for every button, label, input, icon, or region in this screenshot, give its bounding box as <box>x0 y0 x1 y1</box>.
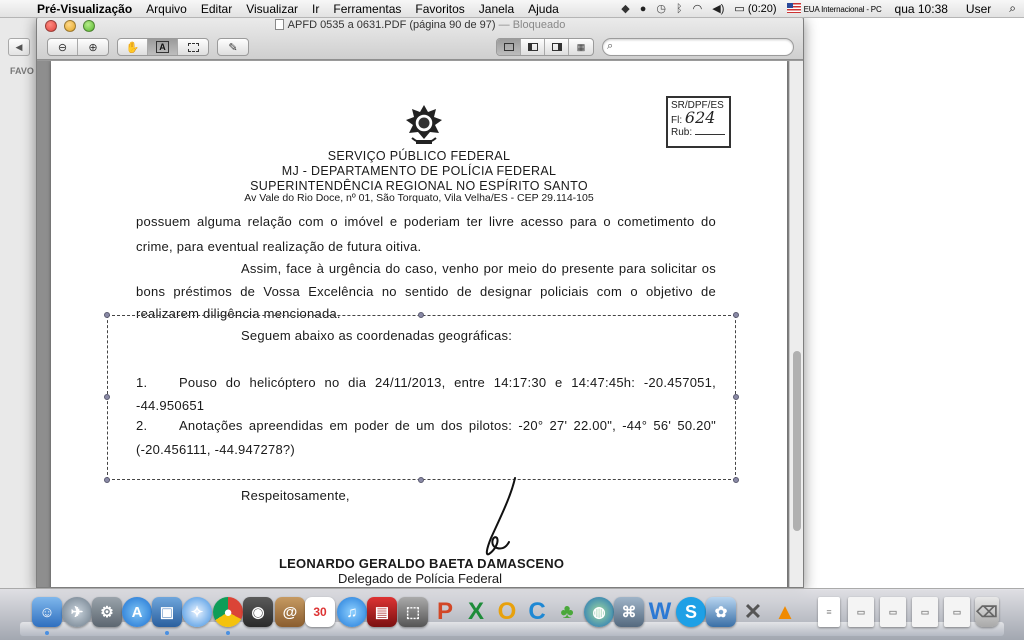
item1-line2: -44.950651 <box>136 398 205 413</box>
paragraph2-line1: Assim, face à urgência do caso, venho por meio do presente para solicitar os <box>241 261 716 276</box>
launchpad-icon[interactable]: ✈ <box>62 597 92 627</box>
handwritten-signature <box>471 476 541 566</box>
battery-time: (0:20) <box>747 3 777 15</box>
folio-stamp <box>666 96 731 148</box>
menu-app-name[interactable]: Pré-Visualização <box>37 1 133 16</box>
selection-handle-bottom-left[interactable] <box>104 477 110 483</box>
wifi-icon[interactable]: ◠ <box>692 3 703 15</box>
sidebar-favorites-label: FAVO <box>10 66 34 76</box>
view-single-page-button[interactable] <box>497 39 521 55</box>
tool-controls <box>117 38 209 56</box>
us-flag-icon <box>787 3 801 13</box>
trash-icon[interactable]: ⌫ <box>975 597 999 627</box>
selection-handle-right[interactable] <box>733 394 739 400</box>
signer-name: LEONARDO GERALDO BAETA DAMASCENO <box>279 556 565 571</box>
item1-line1: Pouso do helicóptero no dia 24/11/2013, entre 14:17:30 e 14:47:45h: -20.457051, <box>179 375 716 390</box>
word-icon[interactable]: W <box>648 598 672 625</box>
menu-arquivo[interactable]: Arquivo <box>146 1 187 16</box>
selection-handle-top[interactable] <box>418 312 424 318</box>
dock <box>0 588 1024 640</box>
paragraph1-line2: crime, para eventual realização de futura oitiva. <box>136 239 422 254</box>
globe-icon[interactable]: ◍ <box>584 597 614 627</box>
input-source-menu[interactable] <box>782 3 887 15</box>
photo-viewer-icon[interactable]: ⬚ <box>398 597 428 627</box>
safari-icon[interactable]: ✧ <box>182 597 212 627</box>
running-indicator <box>226 631 230 635</box>
view-thumbnails-button[interactable] <box>545 39 569 55</box>
evernote-icon[interactable]: ● <box>639 2 647 15</box>
window-thumbnail-icon[interactable]: ▭ <box>944 597 970 627</box>
input-source-label: EUA Internacional - PC <box>803 4 882 14</box>
finder-icon[interactable]: ☺ <box>32 597 62 627</box>
signer-title: Delegado de Polícia Federal <box>338 571 503 586</box>
time-machine-icon[interactable]: ◷ <box>656 3 667 15</box>
network-icon[interactable]: ⌘ <box>614 597 644 627</box>
background-window <box>0 18 40 588</box>
window-thumbnail-icon[interactable]: ▭ <box>848 597 874 627</box>
menu-visualizar[interactable]: Visualizar <box>246 1 299 16</box>
pencil-icon: ✎ <box>228 41 238 54</box>
selection-handle-bottom[interactable] <box>418 477 424 483</box>
selection-rectangle[interactable] <box>107 315 736 480</box>
stamp-rub-label: Rub: <box>671 127 693 138</box>
skype-icon[interactable]: S <box>676 597 706 627</box>
item2-line1: Anotações apreendidas em poder de um dos pilotos: -20° 27' 22.00", -44° 56' 50.20" <box>179 418 716 433</box>
chevron-left-icon: ◀ <box>15 42 23 52</box>
chrome-icon[interactable]: ● <box>213 597 243 627</box>
facetime-icon[interactable]: ◉ <box>243 597 273 627</box>
stamp-office: SR/DPF/ES <box>671 100 724 111</box>
single-page-icon <box>504 43 514 51</box>
scrollbar-thumb[interactable] <box>793 351 801 531</box>
menu-bar <box>0 0 1024 18</box>
tools-icon[interactable]: ✕ <box>743 599 763 624</box>
title-bar <box>37 16 803 60</box>
rect-select-tool-button[interactable] <box>178 39 208 55</box>
window-thumbnail-icon[interactable]: ▭ <box>912 597 938 627</box>
pdf-document-icon <box>275 19 284 30</box>
window-title <box>37 19 803 31</box>
annotate-button[interactable] <box>218 39 248 55</box>
coords-intro: Seguem abaixo as coordenadas geográficas: <box>241 328 513 343</box>
marquee-icon <box>188 43 199 52</box>
itunes-icon[interactable]: ♫ <box>337 597 367 627</box>
zoom-in-icon: ⊕ <box>88 41 98 54</box>
dropbox-icon[interactable]: ◆ <box>621 3 630 15</box>
volume-icon[interactable]: ◀) <box>712 3 725 15</box>
search-icon: ⌕ <box>607 40 614 52</box>
contacts-icon[interactable]: @ <box>275 597 305 627</box>
document-area[interactable] <box>37 61 789 588</box>
annotate-controls <box>217 38 249 56</box>
item1-number: 1. <box>136 375 148 390</box>
menu-ferramentas[interactable]: Ferramentas <box>333 1 402 16</box>
vertical-scrollbar[interactable] <box>789 61 804 588</box>
item2-number: 2. <box>136 418 148 433</box>
document-icon[interactable]: ≡ <box>818 597 840 627</box>
iphoto-icon[interactable]: ✿ <box>706 597 736 627</box>
excel-icon[interactable]: X <box>467 598 484 625</box>
zoom-out-button[interactable] <box>48 39 78 55</box>
lync-icon[interactable]: C <box>528 598 546 625</box>
menu-ir[interactable]: Ir <box>312 1 320 16</box>
outlook-icon[interactable]: O <box>497 598 517 625</box>
brazil-coat-of-arms-icon <box>404 104 444 148</box>
move-tool-button[interactable] <box>118 39 148 55</box>
messenger-icon[interactable]: ♣ <box>560 600 574 623</box>
calendar-icon[interactable]: 30 <box>305 597 335 627</box>
stamp-fl-value: 624 <box>684 108 716 127</box>
paragraph1-line1: possuem alguma relação com o imóvel e poderiam ter livre acesso para o cometimento do <box>136 214 716 229</box>
preview-icon[interactable]: ▣ <box>152 597 182 627</box>
vlc-icon[interactable]: ▲ <box>774 599 796 624</box>
zoom-in-button[interactable] <box>78 39 108 55</box>
menu-janela[interactable]: Janela <box>478 1 515 16</box>
paragraph2-line2: bons préstimos de Vossa Excelência no sentido de designar policiais com o objetivo de <box>136 284 716 299</box>
menu-favoritos[interactable]: Favoritos <box>415 1 465 16</box>
zoom-out-icon: ⊖ <box>57 41 68 54</box>
system-preferences-icon[interactable]: ⚙ <box>92 597 122 627</box>
thumbnails-icon <box>552 43 562 51</box>
menu-editar[interactable]: Editar <box>200 1 233 16</box>
search-field[interactable] <box>602 38 794 56</box>
menu-ajuda[interactable]: Ajuda <box>528 1 559 16</box>
locked-status: — Bloqueado <box>495 19 566 31</box>
running-indicator <box>45 631 49 635</box>
header-line-3: SUPERINTENDÊNCIA REGIONAL NO ESPÍRITO SANTO <box>250 179 588 193</box>
search-input[interactable] <box>621 40 786 54</box>
selection-handle-top-left[interactable] <box>104 312 110 318</box>
user-menu[interactable]: User <box>965 1 992 16</box>
view-contact-sheet-button[interactable] <box>569 39 593 55</box>
spotlight-search-icon[interactable]: ⌕ <box>1009 1 1016 15</box>
text-select-icon: A <box>156 41 169 53</box>
view-mode-controls <box>496 38 594 56</box>
battery-icon: ▭ <box>734 3 745 15</box>
preview-window <box>36 15 804 588</box>
selection-handle-bottom-right[interactable] <box>733 477 739 483</box>
window-title-text: APFD 0535 a 0631.PDF (página 90 de 97) <box>287 19 496 31</box>
back-button[interactable] <box>8 38 30 56</box>
item2-line2: (-20.456111, -44.947278?) <box>136 442 295 457</box>
contact-sheet-icon: ▦ <box>576 41 586 52</box>
photo-booth-icon[interactable]: ▤ <box>367 597 397 627</box>
hand-icon: ✋ <box>125 41 140 54</box>
powerpoint-icon[interactable]: P <box>436 598 453 625</box>
selection-handle-top-right[interactable] <box>733 312 739 318</box>
paragraph2-line3: realizarem diligência mencionada. <box>136 306 341 321</box>
stamp-fl-label: Fl: <box>671 115 683 126</box>
background-document <box>803 18 1024 590</box>
selection-handle-left[interactable] <box>104 394 110 400</box>
closing: Respeitosamente, <box>241 488 350 503</box>
app-store-icon[interactable]: A <box>122 597 152 627</box>
header-address: Av Vale do Rio Doce, nº 01, São Torquato, Vila Velha/ES - CEP 29.114-105 <box>244 192 594 204</box>
pdf-page[interactable] <box>51 61 787 588</box>
sidebar-icon <box>528 43 538 51</box>
window-thumbnail-icon[interactable]: ▭ <box>880 597 906 627</box>
view-sidebar-button[interactable] <box>521 39 545 55</box>
menu-clock[interactable]: qua 10:38 <box>894 1 948 16</box>
zoom-controls <box>47 38 109 56</box>
running-indicator <box>165 631 169 635</box>
battery-status[interactable] <box>729 2 781 15</box>
header-line-2: MJ - DEPARTAMENTO DE POLÍCIA FEDERAL <box>281 164 557 178</box>
header-line-1: SERVIÇO PÚBLICO FEDERAL <box>327 149 511 163</box>
text-select-tool-button[interactable] <box>148 39 178 55</box>
bluetooth-icon[interactable]: ᛒ <box>676 2 683 15</box>
